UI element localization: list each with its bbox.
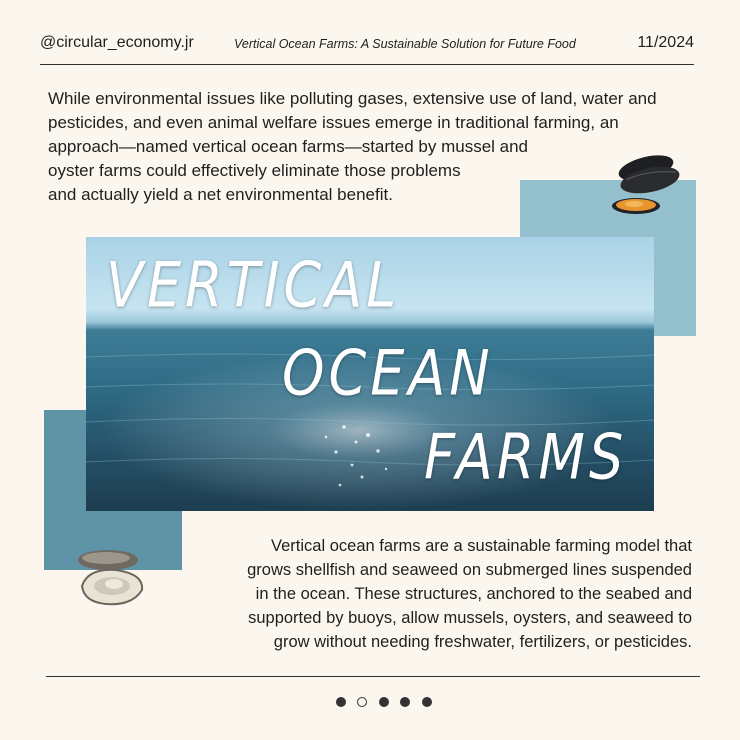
description-line: supported by buoys, allow mussels, oysters, and seaweed to — [248, 609, 692, 627]
hero-word-farms: FARMS — [424, 421, 628, 494]
header — [40, 34, 694, 56]
header-title: Vertical Ocean Farms: A Sustainable Solution for Future Food — [234, 37, 576, 51]
account-handle[interactable]: @circular_economy.jr — [40, 34, 194, 51]
intro-line: pesticides, and even animal welfare issues emerge in traditional farming, an — [48, 113, 619, 132]
page-dot-1[interactable] — [336, 697, 346, 707]
header-date: 11/2024 — [637, 34, 694, 51]
mussel-icon — [606, 150, 686, 220]
page-dot-2-current[interactable] — [357, 697, 367, 707]
intro-line: oyster farms could effectively eliminate those problems — [48, 161, 461, 180]
ocean-photo — [86, 237, 654, 511]
description-paragraph — [172, 534, 692, 654]
oyster-icon — [70, 546, 154, 610]
description-line: grow without needing freshwater, fertilizers, or pesticides. — [273, 633, 692, 651]
intro-line: and actually yield a net environmental benefit. — [48, 185, 393, 204]
pagination-dots — [336, 697, 439, 709]
footer-divider — [46, 676, 700, 677]
page-dot-3[interactable] — [379, 697, 389, 707]
description-line: in the ocean. These structures, anchored to the seabed and — [255, 585, 692, 603]
description-line: Vertical ocean farms are a sustainable farming model that — [271, 537, 692, 555]
hero-word-ocean: OCEAN — [282, 337, 494, 410]
hero-word-vertical: VERTICAL — [106, 249, 401, 322]
header-divider — [40, 64, 694, 65]
intro-line: approach—named vertical ocean farms—started by mussel and — [48, 137, 529, 156]
page-dot-4[interactable] — [400, 697, 410, 707]
description-line: grows shellfish and seaweed on submerged lines suspended — [247, 561, 692, 579]
page-dot-5[interactable] — [422, 697, 432, 707]
intro-line: While environmental issues like polluting gases, extensive use of land, water and — [48, 89, 657, 108]
